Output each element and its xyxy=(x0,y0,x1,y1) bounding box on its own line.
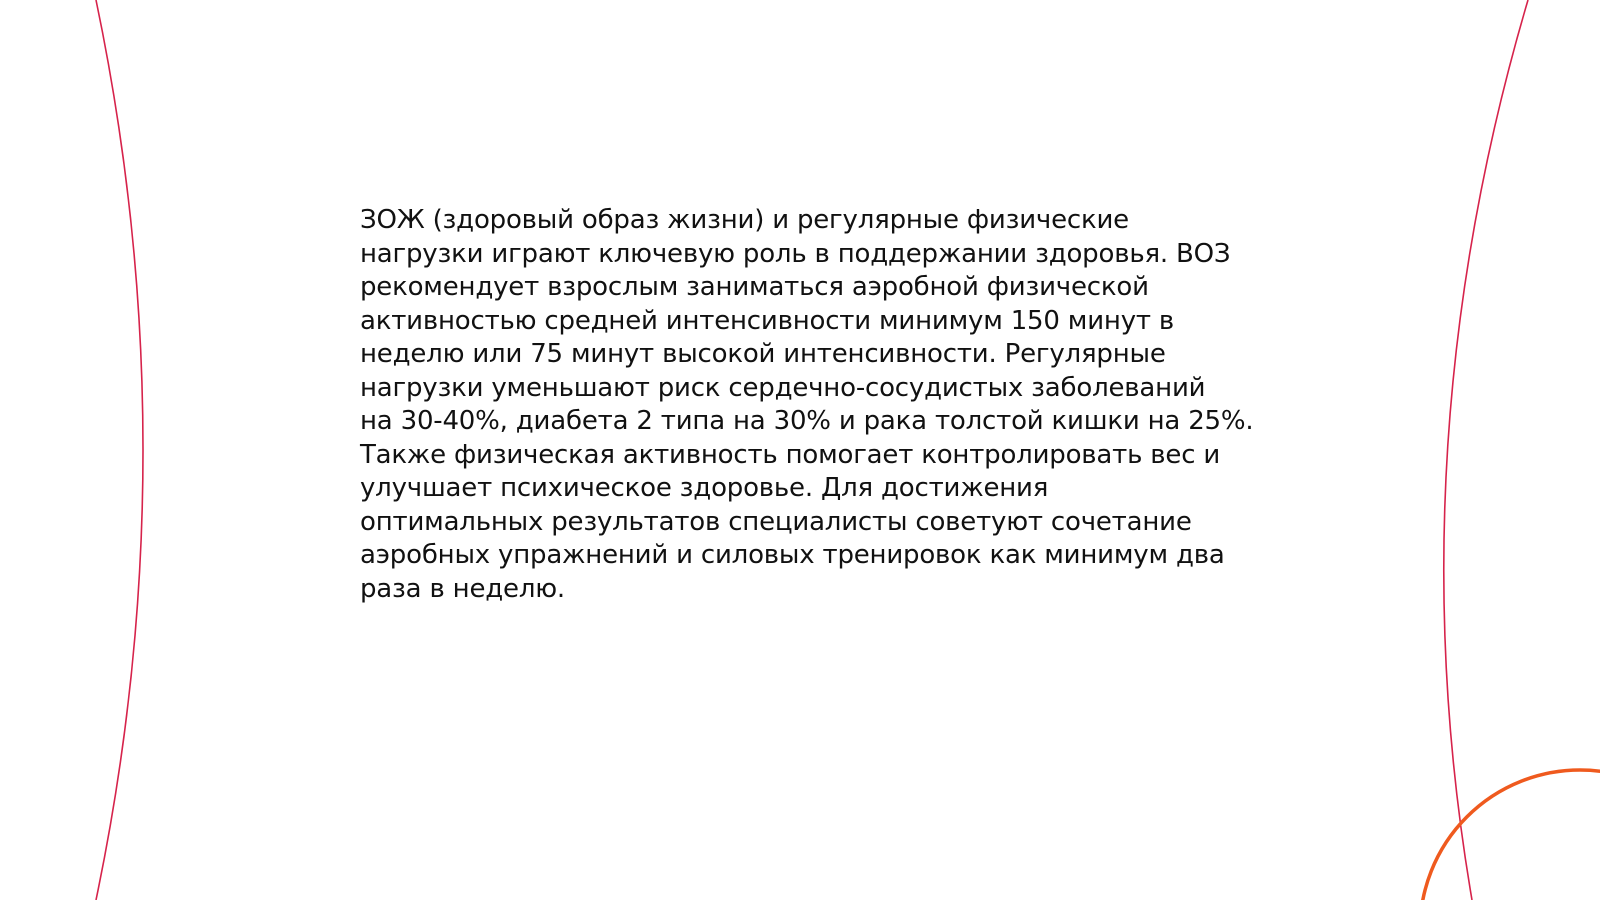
paragraph-line: на 30-40%, диабета 2 типа на 30% и рака толстой кишки на 25%. xyxy=(360,406,1254,436)
paragraph-line: оптимальных результатов специалисты советуют сочетание xyxy=(360,506,1192,537)
paragraph-line: ЗОЖ (здоровый образ жизни) и регулярные физические xyxy=(360,205,1129,235)
paragraph-line: нагрузки играют ключевую роль в поддержании здоровья. ВОЗ xyxy=(360,238,1231,269)
paragraph-line: Также физическая активность помогает контролировать вес и xyxy=(360,439,1221,470)
paragraph-line: улучшает психическое здоровье. Для достижения xyxy=(360,473,1049,503)
right-arc-line xyxy=(1444,0,1528,900)
body-paragraph xyxy=(360,204,1254,606)
paragraph-line: активностью средней интенсивности минимум 150 минут в xyxy=(360,305,1175,336)
paragraph-line: неделю или 75 минут высокой интенсивности. Регулярные xyxy=(360,339,1166,369)
paragraph-line: рекомендует взрослым заниматься аэробной физической xyxy=(360,272,1149,302)
paragraph-line: нагрузки уменьшают риск сердечно-сосудистых заболеваний xyxy=(360,372,1206,403)
orange-circle-outline xyxy=(1420,770,1600,900)
left-arc-line xyxy=(96,0,143,900)
paragraph-line: раза в неделю. xyxy=(360,573,565,604)
paragraph-line: аэробных упражнений и силовых тренировок как минимум два xyxy=(360,540,1225,570)
